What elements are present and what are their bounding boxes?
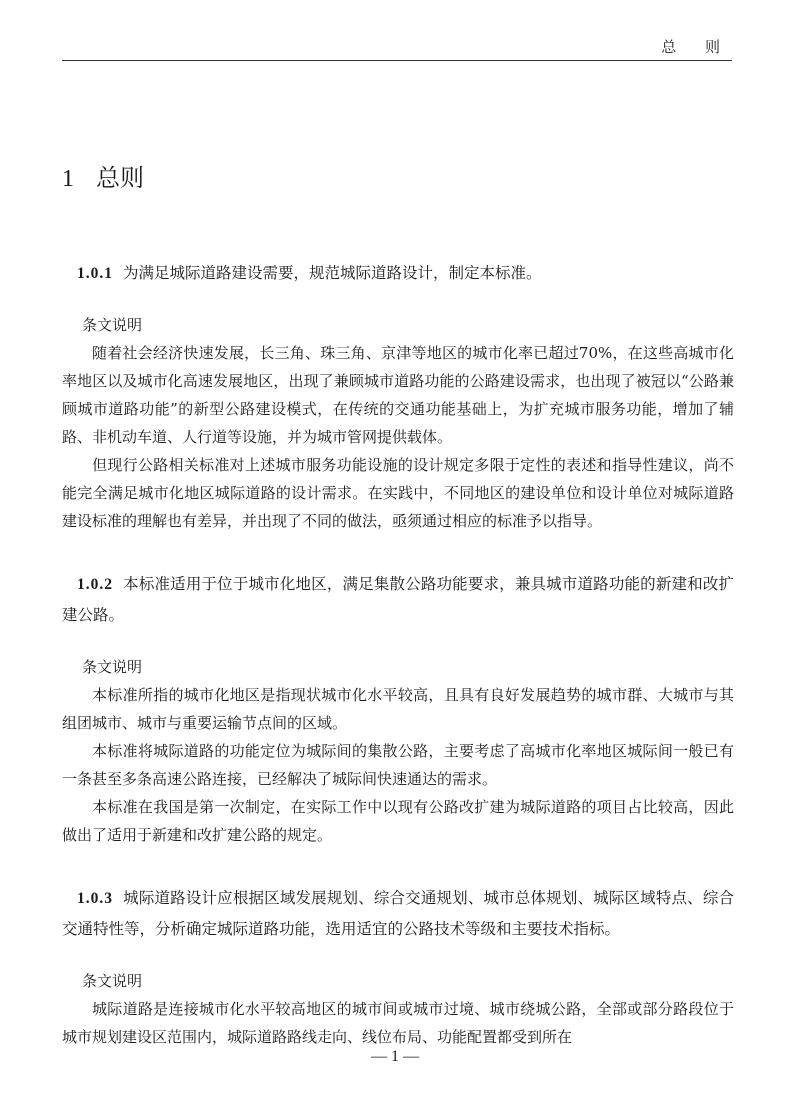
explanation-title: 条文说明 [82,658,143,676]
explanation-title: 条文说明 [82,316,143,334]
clause-1-0-2 [62,569,734,631]
header-rule [62,60,732,61]
explanation-paragraph: 但现行公路相关标准对上述城市服务功能设施的设计规定多限于定性的表述和指导性建议，尚不能完全满足城市化地区城际道路的设计需求。在实践中，不同地区的建设单位和设计单位对城际道路建设标准的理解也有差异，并出现了不同的做法，亟须通过相应的标准予以指导。 [62,456,734,530]
clause-text: 为满足城际道路建设需要，规范城际道路设计，制定本标准。 [123,264,542,282]
chapter-heading [62,158,144,193]
clause-1-0-1 [62,258,734,289]
page-content [62,258,734,1051]
explanation-title: 条文说明 [82,972,143,990]
clause-number: 1.0.3 [77,890,113,907]
page-number: — 1 — [371,1048,419,1065]
explanation-paragraph: 本标准将城际道路的功能定位为城际间的集散公路，主要考虑了高城市化率地区城际间一般已有一条甚至多条高速公路连接，已经解决了城际间快速通达的需求。 [62,742,734,788]
explanation-paragraph: 随着社会经济快速发展，长三角、珠三角、京津等地区的城市化率已超过70%，在这些高城市化率地区以及城市化高速发展地区，出现了兼顾城市道路功能的公路建设需求，也出现了被冠以“公路兼顾城市道路功能”的新型公路建设模式，在传统的交通功能基础上，为扩充城市服务功能，增加了辅路、非机动车道、人行道等设施，并为城市管网提供载体。 [62,344,734,446]
explanation-paragraph: 本标准所指的城市化地区是指现状城市化水平较高，且具有良好发展趋势的城市群、大城市与其组团城市、城市与重要运输节点间的区域。 [62,686,734,732]
chapter-title: 总则 [96,164,144,192]
chapter-number: 1 [62,166,74,192]
clause-number: 1.0.2 [77,576,113,593]
running-header: 总 则 [661,38,732,56]
clause-text: 城际道路设计应根据区域发展规划、综合交通规划、城市总体规划、城际区域特点、综合交通特性等，分析确定城际道路功能，选用适宜的公路技术等级和主要技术指标。 [62,889,734,938]
clause-1-0-3 [62,883,734,945]
clause-text: 本标准适用于位于城市化地区，满足集散公路功能要求，兼具城市道路功能的新建和改扩建公路。 [62,575,734,624]
explanation-paragraph: 本标准在我国是第一次制定，在实际工作中以现有公路改扩建为城际道路的项目占比较高，因此做出了适用于新建和改扩建公路的规定。 [62,798,734,844]
explanation-paragraph: 城际道路是连接城市化水平较高地区的城市间或城市过境、城市绕城公路，全部或部分路段位于城市规划建设区范围内，城际道路路线走向、线位布局、功能配置都受到所在 [62,1000,734,1046]
clause-number: 1.0.1 [77,265,113,282]
